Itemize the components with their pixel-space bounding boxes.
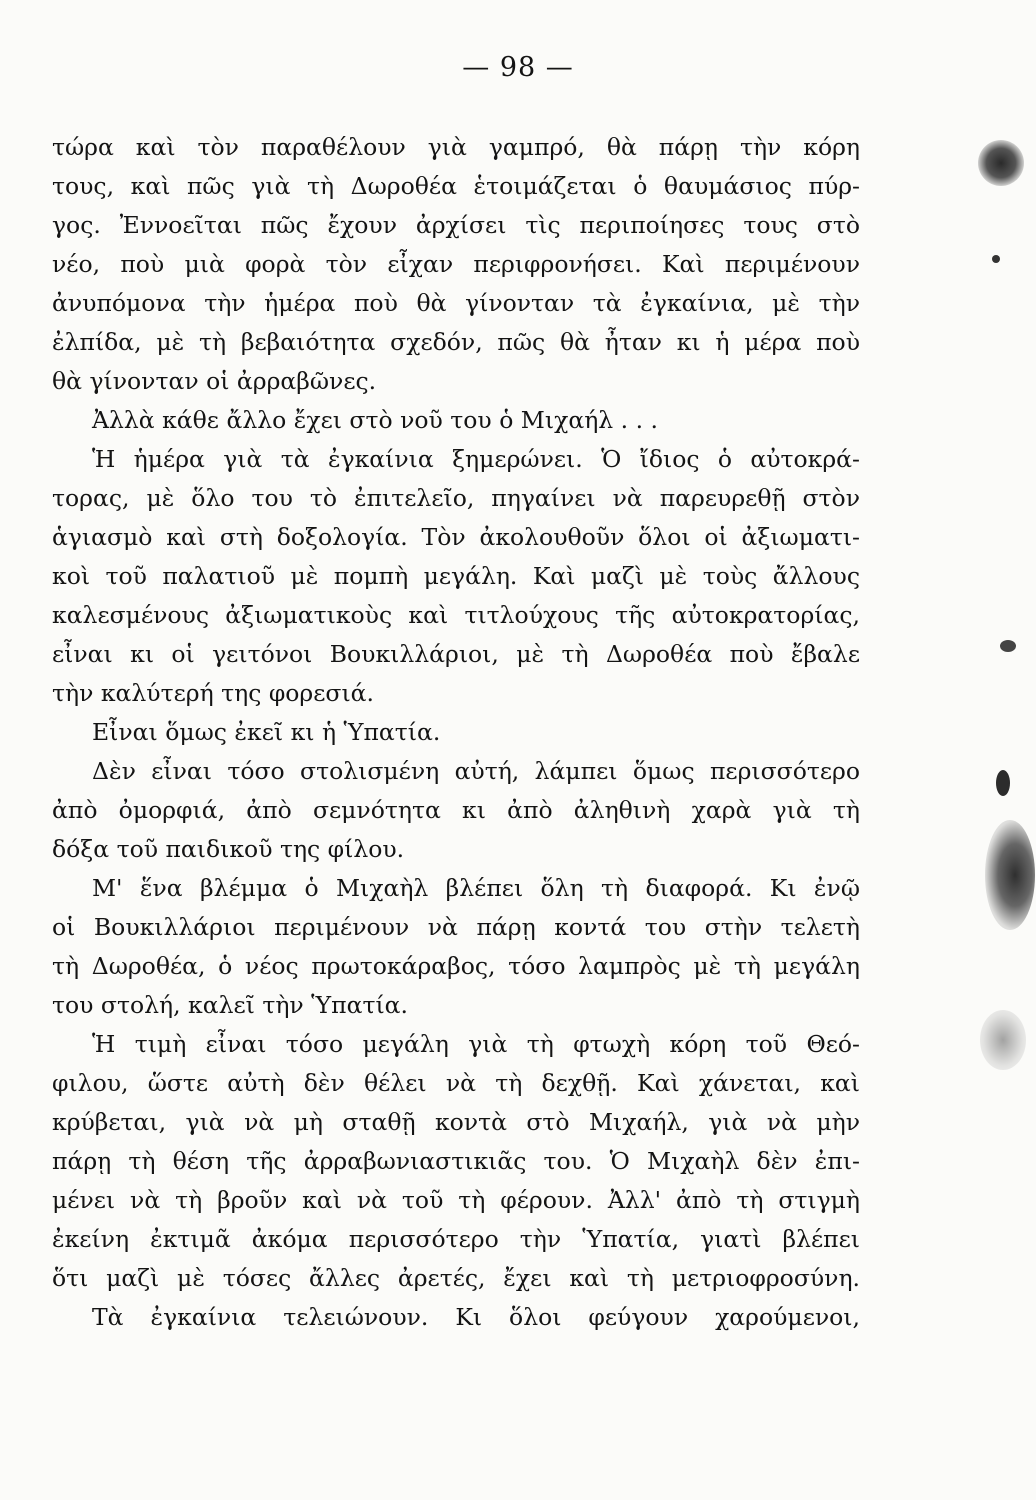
text-line: ἀπὸ ὀμορφιά, ἀπὸ σεμνότητα κι ἀπὸ ἀληθινὴ χαρὰ γιὰ τὴ bbox=[52, 796, 860, 824]
page-body bbox=[52, 128, 860, 1337]
text-line: Μ' ἕνα βλέμμα ὁ Μιχαὴλ βλέπει ὅλη τὴ διαφορά. Κι ἐνῷ bbox=[92, 874, 860, 902]
ink-stain bbox=[1000, 640, 1016, 652]
text-line: ἐκείνη ἐκτιμᾶ ἀκόμα περισσότερο τὴν Ὑπατία, γιατὶ βλέπει bbox=[52, 1225, 860, 1253]
text-line: εἶναι κι οἱ γειτόνοι Βουκιλλάριοι, μὲ τὴ Δωροθέα ποὺ ἔβαλε bbox=[52, 640, 860, 668]
text-line: τὴ Δωροθέα, ὁ νέος πρωτοκάραβος, τόσο λαμπρὸς μὲ τὴ μεγάλη bbox=[52, 952, 860, 980]
text-line: καλεσμένους ἀξιωματικοὺς καὶ τιτλούχους τῆς αὐτοκρατορίας, bbox=[52, 601, 860, 629]
text-line: δόξα τοῦ παιδικοῦ της φίλου. bbox=[52, 835, 405, 863]
ink-stain bbox=[985, 820, 1035, 930]
text-line: κρύβεται, γιὰ νὰ μὴ σταθῇ κοντὰ στὸ Μιχαήλ, γιὰ νὰ μὴν bbox=[52, 1108, 860, 1136]
text-line: Δὲν εἶναι τόσο στολισμένη αὐτή, λάμπει ὅμως περισσότερο bbox=[92, 757, 860, 785]
text-line: Εἶναι ὅμως ἐκεῖ κι ἡ Ὑπατία. bbox=[92, 718, 441, 746]
ink-stain bbox=[992, 255, 1000, 263]
text-line: γος. Ἐννοεῖται πῶς ἔχουν ἀρχίσει τὶς περιποίησες τους στὸ bbox=[52, 211, 860, 239]
text-line: τὴν καλύτερή της φορεσιά. bbox=[52, 679, 375, 707]
text-line: κοὶ τοῦ παλατιοῦ μὲ πομπὴ μεγάλη. Καὶ μαζὶ μὲ τοὺς ἄλλους bbox=[52, 562, 860, 590]
text-line: νέο, ποὺ μιὰ φορὰ τὸν εἶχαν περιφρονήσει. Καὶ περιμένουν bbox=[52, 250, 860, 278]
text-line: Ἡ τιμὴ εἶναι τόσο μεγάλη γιὰ τὴ φτωχὴ κόρη τοῦ Θεό- bbox=[92, 1030, 860, 1058]
text-line: θὰ γίνονταν οἱ ἀρραβῶνες. bbox=[52, 367, 377, 395]
text-line: Ἀλλὰ κάθε ἄλλο ἔχει στὸ νοῦ του ὁ Μιχαήλ . . . bbox=[92, 406, 658, 434]
text-line: οἱ Βουκιλλάριοι περιμένουν νὰ πάρῃ κοντά του στὴν τελετὴ bbox=[52, 913, 860, 941]
page-number: — 98 — bbox=[462, 52, 574, 83]
text-line: τώρα καὶ τὸν παραθέλουν γιὰ γαμπρό, θὰ πάρῃ τὴν κόρη bbox=[52, 133, 860, 161]
ink-stain bbox=[980, 1010, 1026, 1070]
text-line: τορας, μὲ ὅλο του τὸ ἐπιτελεῖο, πηγαίνει νὰ παρευρεθῇ στὸν bbox=[52, 484, 860, 512]
ink-stain bbox=[996, 770, 1010, 796]
ink-stain bbox=[978, 140, 1024, 186]
text-line: φιλου, ὥστε αὐτὴ δὲν θέλει νὰ τὴ δεχθῇ. Καὶ χάνεται, καὶ bbox=[52, 1069, 860, 1097]
text-line: τους, καὶ πῶς γιὰ τὴ Δωροθέα ἑτοιμάζεται ὁ θαυμάσιος πύρ- bbox=[52, 172, 860, 200]
text-line: πάρῃ τὴ θέση τῆς ἀρραβωνιαστικιᾶς του. Ὁ Μιχαὴλ δὲν ἐπι- bbox=[52, 1147, 860, 1175]
text-line: ἁγιασμὸ καὶ στὴ δοξολογία. Τὸν ἀκολουθοῦν ὅλοι οἱ ἀξιωματι- bbox=[52, 523, 860, 551]
text-line: μένει νὰ τὴ βροῦν καὶ νὰ τοῦ τὴ φέρουν. Ἀλλ' ἀπὸ τὴ στιγμὴ bbox=[52, 1186, 860, 1214]
text-line: ἀνυπόμονα τὴν ἡμέρα ποὺ θὰ γίνονταν τὰ ἐγκαίνια, μὲ τὴν bbox=[52, 289, 860, 317]
text-line: Τὰ ἐγκαίνια τελειώνουν. Κι ὅλοι φεύγουν χαρούμενοι, bbox=[92, 1303, 860, 1331]
text-line: ἐλπίδα, μὲ τὴ βεβαιότητα σχεδόν, πῶς θὰ ἦταν κι ἡ μέρα ποὺ bbox=[52, 328, 860, 356]
text-line: του στολή, καλεῖ τὴν Ὑπατία. bbox=[52, 991, 409, 1019]
text-line: Ἡ ἡμέρα γιὰ τὰ ἐγκαίνια ξημερώνει. Ὁ ἴδιος ὁ αὐτοκρά- bbox=[92, 445, 860, 473]
text-line: ὅτι μαζὶ μὲ τόσες ἄλλες ἀρετές, ἔχει καὶ τὴ μετριοφροσύνη. bbox=[52, 1264, 860, 1292]
